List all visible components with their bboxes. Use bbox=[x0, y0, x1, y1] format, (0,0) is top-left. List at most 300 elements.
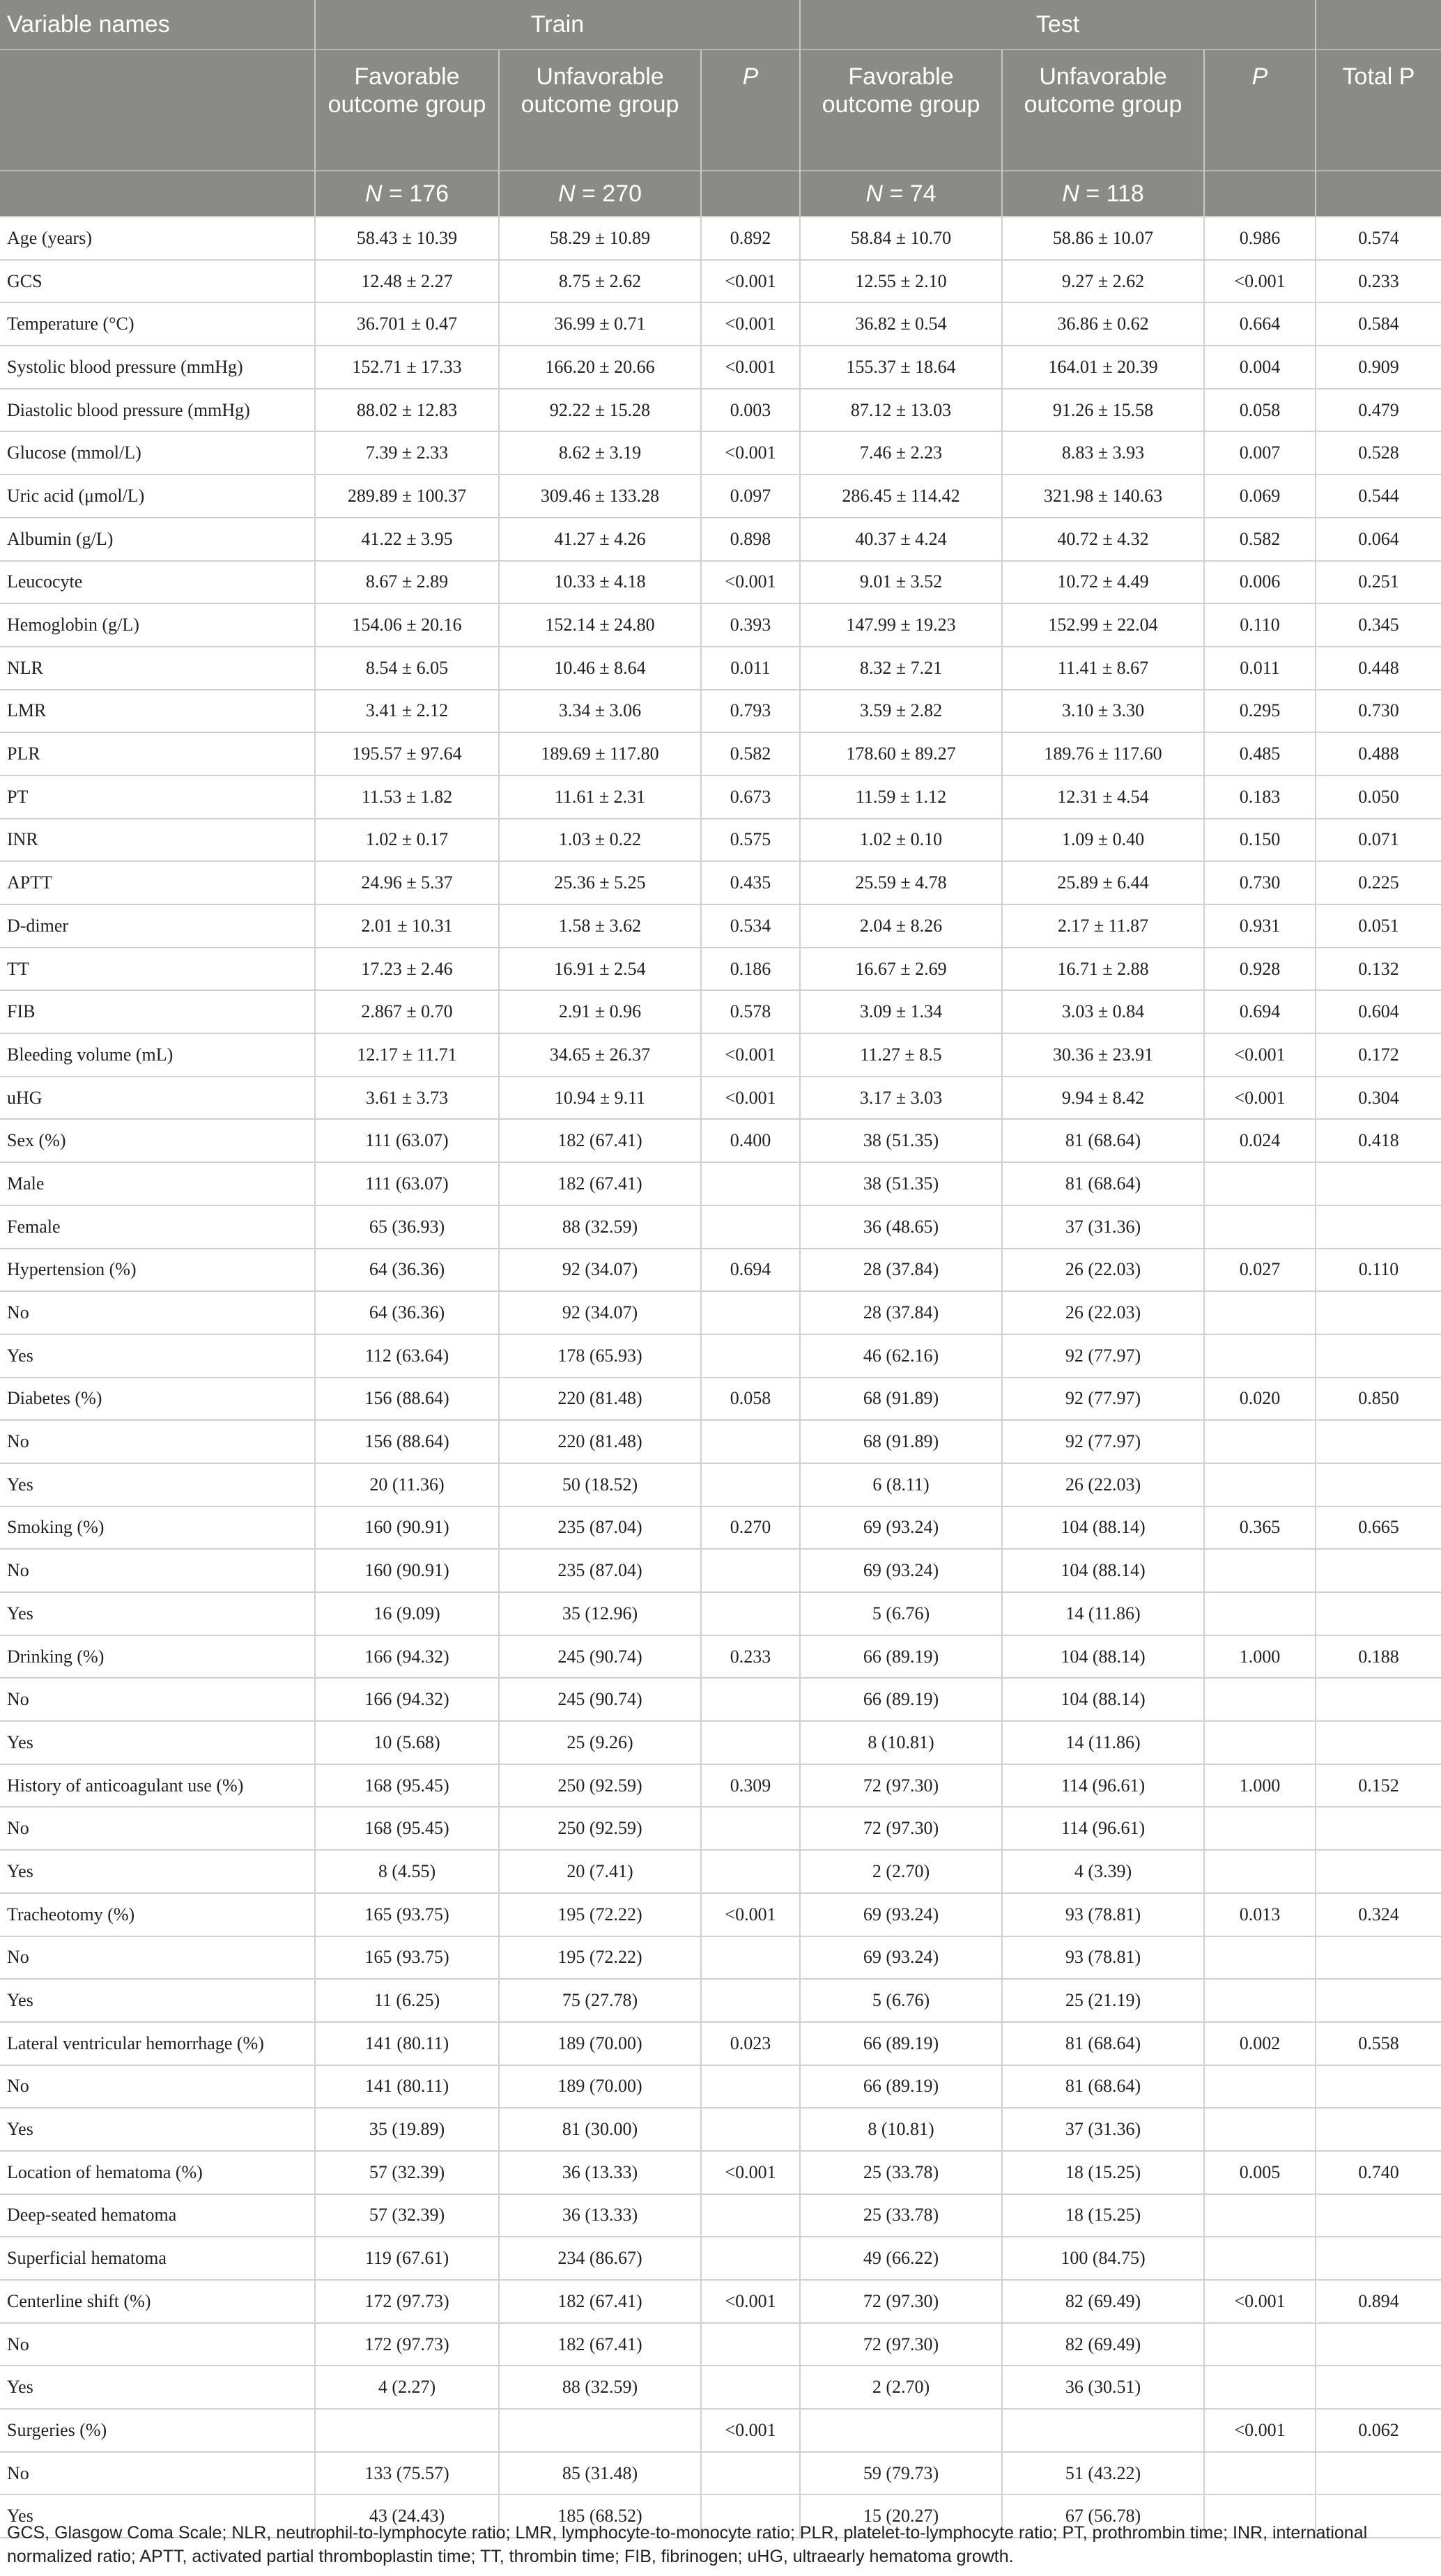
table-row bbox=[0, 904, 1441, 948]
cell-train-p: 0.233 bbox=[701, 1635, 800, 1679]
cell-test-favorable: 66 (89.19) bbox=[800, 2022, 1002, 2065]
cell-variable-name: No bbox=[0, 1291, 315, 1334]
cell-test-favorable: 87.12 ± 13.03 bbox=[800, 389, 1002, 432]
table-row bbox=[0, 990, 1441, 1033]
cell-test-unfavorable: 10.72 ± 4.49 bbox=[1002, 561, 1204, 604]
n-value: = 74 bbox=[889, 180, 937, 207]
cell-train-p bbox=[701, 1850, 800, 1893]
cell-variable-name: Tracheotomy (%) bbox=[0, 1893, 315, 1936]
cell-train-favorable: 1.02 ± 0.17 bbox=[315, 819, 499, 862]
cell-test-unfavorable: 2.17 ± 11.87 bbox=[1002, 904, 1204, 948]
header-test-favorable: Favorable outcome group bbox=[800, 49, 1002, 171]
cell-train-unfavorable: 81 (30.00) bbox=[499, 2108, 701, 2151]
cell-test-unfavorable: 9.27 ± 2.62 bbox=[1002, 260, 1204, 303]
cell-test-p: <0.001 bbox=[1204, 2280, 1316, 2323]
cell-test-p: 0.664 bbox=[1204, 302, 1316, 346]
cell-total-p bbox=[1316, 2323, 1441, 2366]
cell-train-unfavorable: 35 (12.96) bbox=[499, 1592, 701, 1635]
cell-train-favorable: 24.96 ± 5.37 bbox=[315, 861, 499, 904]
table-row bbox=[0, 1635, 1441, 1679]
cell-total-p: 0.062 bbox=[1316, 2409, 1441, 2452]
cell-test-unfavorable: 152.99 ± 22.04 bbox=[1002, 603, 1204, 647]
cell-test-unfavorable: 104 (88.14) bbox=[1002, 1549, 1204, 1592]
cell-train-unfavorable: 88 (32.59) bbox=[499, 2366, 701, 2409]
cell-train-p: 0.309 bbox=[701, 1764, 800, 1807]
cell-test-favorable: 8 (10.81) bbox=[800, 1721, 1002, 1764]
cell-test-unfavorable: 26 (22.03) bbox=[1002, 1291, 1204, 1334]
cell-train-unfavorable: 250 (92.59) bbox=[499, 1764, 701, 1807]
cell-train-unfavorable bbox=[499, 2409, 701, 2452]
cell-total-p: 0.850 bbox=[1316, 1378, 1441, 1421]
cell-test-p: 0.365 bbox=[1204, 1506, 1316, 1550]
cell-train-favorable: 166 (94.32) bbox=[315, 1678, 499, 1721]
cell-train-p bbox=[701, 1936, 800, 1980]
table-row bbox=[0, 217, 1441, 260]
table-row bbox=[0, 861, 1441, 904]
cell-train-unfavorable: 25 (9.26) bbox=[499, 1721, 701, 1764]
cell-test-p bbox=[1204, 1463, 1316, 1506]
cell-train-p bbox=[701, 2194, 800, 2237]
header-test-fav-n bbox=[800, 171, 1002, 217]
cell-total-p: 0.740 bbox=[1316, 2151, 1441, 2194]
n-symbol: N bbox=[364, 180, 383, 207]
cell-total-p bbox=[1316, 1979, 1441, 2022]
cell-train-p: 0.793 bbox=[701, 690, 800, 733]
cell-variable-name: LMR bbox=[0, 690, 315, 733]
cell-variable-name: Yes bbox=[0, 1592, 315, 1635]
table-row bbox=[0, 2366, 1441, 2409]
cell-test-favorable: 28 (37.84) bbox=[800, 1291, 1002, 1334]
cell-train-favorable: 152.71 ± 17.33 bbox=[315, 346, 499, 389]
cell-variable-name: No bbox=[0, 2065, 315, 2108]
cell-test-favorable: 66 (89.19) bbox=[800, 2065, 1002, 2108]
cell-test-p: 0.024 bbox=[1204, 1119, 1316, 1162]
cell-test-p: 0.058 bbox=[1204, 389, 1316, 432]
table-row bbox=[0, 2065, 1441, 2108]
cell-test-unfavorable: 81 (68.64) bbox=[1002, 1162, 1204, 1205]
cell-total-p: 0.304 bbox=[1316, 1077, 1441, 1120]
cell-variable-name: PT bbox=[0, 776, 315, 819]
cell-variable-name: No bbox=[0, 1807, 315, 1850]
cell-test-favorable: 8 (10.81) bbox=[800, 2108, 1002, 2151]
cell-train-favorable: 165 (93.75) bbox=[315, 1936, 499, 1980]
cell-test-p: 0.150 bbox=[1204, 819, 1316, 862]
cell-variable-name: No bbox=[0, 1678, 315, 1721]
cell-train-unfavorable: 92.22 ± 15.28 bbox=[499, 389, 701, 432]
cell-test-p: 0.694 bbox=[1204, 990, 1316, 1033]
cell-test-p: 0.295 bbox=[1204, 690, 1316, 733]
cell-variable-name: No bbox=[0, 2452, 315, 2495]
cell-test-p bbox=[1204, 1807, 1316, 1850]
cell-test-p: 0.931 bbox=[1204, 904, 1316, 948]
cell-test-favorable: 2 (2.70) bbox=[800, 1850, 1002, 1893]
cell-total-p: 0.172 bbox=[1316, 1033, 1441, 1077]
table-row bbox=[0, 1592, 1441, 1635]
cell-test-p bbox=[1204, 1420, 1316, 1463]
cell-variable-name: Male bbox=[0, 1162, 315, 1205]
cell-total-p: 0.418 bbox=[1316, 1119, 1441, 1162]
cell-total-p: 0.345 bbox=[1316, 603, 1441, 647]
cell-test-p: 0.027 bbox=[1204, 1249, 1316, 1292]
cell-variable-name: APTT bbox=[0, 861, 315, 904]
cell-test-unfavorable: 93 (78.81) bbox=[1002, 1893, 1204, 1936]
cell-train-unfavorable: 250 (92.59) bbox=[499, 1807, 701, 1850]
cell-test-p: 1.000 bbox=[1204, 1635, 1316, 1679]
cell-test-unfavorable: 93 (78.81) bbox=[1002, 1936, 1204, 1980]
cell-variable-name: TT bbox=[0, 948, 315, 991]
cell-train-unfavorable: 10.94 ± 9.11 bbox=[499, 1077, 701, 1120]
cell-train-p: <0.001 bbox=[701, 2151, 800, 2194]
cell-train-unfavorable: 8.75 ± 2.62 bbox=[499, 260, 701, 303]
cell-train-unfavorable: 10.33 ± 4.18 bbox=[499, 561, 701, 604]
cell-train-p: 0.186 bbox=[701, 948, 800, 991]
cell-train-favorable: 8.54 ± 6.05 bbox=[315, 647, 499, 690]
cell-test-unfavorable: 100 (84.75) bbox=[1002, 2237, 1204, 2280]
cell-train-favorable: 8 (4.55) bbox=[315, 1850, 499, 1893]
cell-test-favorable: 8.32 ± 7.21 bbox=[800, 647, 1002, 690]
cell-train-unfavorable: 220 (81.48) bbox=[499, 1420, 701, 1463]
cell-variable-name: Smoking (%) bbox=[0, 1506, 315, 1550]
table-row bbox=[0, 2194, 1441, 2237]
cell-test-favorable: 40.37 ± 4.24 bbox=[800, 518, 1002, 561]
cell-test-p bbox=[1204, 2237, 1316, 2280]
cell-train-p: <0.001 bbox=[701, 302, 800, 346]
table-row bbox=[0, 1205, 1441, 1249]
cell-variable-name: Sex (%) bbox=[0, 1119, 315, 1162]
cell-train-unfavorable: 88 (32.59) bbox=[499, 1205, 701, 1249]
table-row bbox=[0, 1249, 1441, 1292]
header-train-favorable: Favorable outcome group bbox=[315, 49, 499, 171]
cell-test-favorable: 155.37 ± 18.64 bbox=[800, 346, 1002, 389]
cell-train-favorable: 12.48 ± 2.27 bbox=[315, 260, 499, 303]
cell-train-favorable: 172 (97.73) bbox=[315, 2280, 499, 2323]
cell-train-unfavorable: 92 (34.07) bbox=[499, 1291, 701, 1334]
cell-variable-name: Hemoglobin (g/L) bbox=[0, 603, 315, 647]
cell-total-p bbox=[1316, 1936, 1441, 1980]
cell-train-unfavorable: 41.27 ± 4.26 bbox=[499, 518, 701, 561]
table-row bbox=[0, 1077, 1441, 1120]
cell-test-p: 0.986 bbox=[1204, 217, 1316, 260]
cell-test-p: 0.730 bbox=[1204, 861, 1316, 904]
cell-test-favorable: 178.60 ± 89.27 bbox=[800, 732, 1002, 776]
cell-train-favorable: 64 (36.36) bbox=[315, 1291, 499, 1334]
cell-train-p: 0.435 bbox=[701, 861, 800, 904]
cell-train-unfavorable: 58.29 ± 10.89 bbox=[499, 217, 701, 260]
cell-variable-name: Centerline shift (%) bbox=[0, 2280, 315, 2323]
cell-train-favorable: 11.53 ± 1.82 bbox=[315, 776, 499, 819]
header-test-unfavorable: Unfavorable outcome group bbox=[1002, 49, 1204, 171]
cell-test-p bbox=[1204, 1291, 1316, 1334]
cell-train-p bbox=[701, 1334, 800, 1378]
cell-train-favorable: 4 (2.27) bbox=[315, 2366, 499, 2409]
n-symbol: N bbox=[865, 180, 883, 207]
cell-test-p bbox=[1204, 2065, 1316, 2108]
cell-train-p: 0.575 bbox=[701, 819, 800, 862]
table-row bbox=[0, 389, 1441, 432]
cell-train-favorable: 156 (88.64) bbox=[315, 1420, 499, 1463]
cell-train-favorable: 11 (6.25) bbox=[315, 1979, 499, 2022]
table-row bbox=[0, 1678, 1441, 1721]
cell-train-unfavorable: 92 (34.07) bbox=[499, 1249, 701, 1292]
cell-test-unfavorable: 36.86 ± 0.62 bbox=[1002, 302, 1204, 346]
table-row bbox=[0, 647, 1441, 690]
cell-train-favorable: 8.67 ± 2.89 bbox=[315, 561, 499, 604]
cell-train-unfavorable: 189.69 ± 117.80 bbox=[499, 732, 701, 776]
table-row bbox=[0, 2237, 1441, 2280]
cell-variable-name: Yes bbox=[0, 1334, 315, 1378]
cell-test-p bbox=[1204, 1936, 1316, 1980]
cell-train-p: <0.001 bbox=[701, 2280, 800, 2323]
cell-train-unfavorable: 195 (72.22) bbox=[499, 1893, 701, 1936]
header-variable-names: Variable names bbox=[0, 0, 315, 49]
cell-train-p bbox=[701, 1807, 800, 1850]
cell-test-favorable: 286.45 ± 114.42 bbox=[800, 475, 1002, 518]
cell-train-favorable: 20 (11.36) bbox=[315, 1463, 499, 1506]
cell-train-p: 0.097 bbox=[701, 475, 800, 518]
n-value: = 270 bbox=[581, 180, 642, 207]
table-row bbox=[0, 1420, 1441, 1463]
cell-variable-name: Location of hematoma (%) bbox=[0, 2151, 315, 2194]
cell-train-p bbox=[701, 1979, 800, 2022]
cell-total-p bbox=[1316, 1807, 1441, 1850]
cell-variable-name: Deep-seated hematoma bbox=[0, 2194, 315, 2237]
cell-train-favorable: 112 (63.64) bbox=[315, 1334, 499, 1378]
cell-train-unfavorable: 36 (13.33) bbox=[499, 2151, 701, 2194]
header-empty bbox=[1316, 171, 1441, 217]
cell-train-unfavorable: 182 (67.41) bbox=[499, 1119, 701, 1162]
cell-variable-name: Albumin (g/L) bbox=[0, 518, 315, 561]
cell-test-favorable: 58.84 ± 10.70 bbox=[800, 217, 1002, 260]
cell-total-p: 0.071 bbox=[1316, 819, 1441, 862]
cell-train-p: <0.001 bbox=[701, 346, 800, 389]
cell-test-favorable: 5 (6.76) bbox=[800, 1979, 1002, 2022]
header-test-unfav-n bbox=[1002, 171, 1204, 217]
cell-train-p bbox=[701, 1721, 800, 1764]
cell-train-unfavorable: 245 (90.74) bbox=[499, 1678, 701, 1721]
cell-test-unfavorable: 8.83 ± 3.93 bbox=[1002, 431, 1204, 475]
table-row bbox=[0, 1162, 1441, 1205]
cell-variable-name: Leucocyte bbox=[0, 561, 315, 604]
cell-test-favorable: 6 (8.11) bbox=[800, 1463, 1002, 1506]
cell-test-p bbox=[1204, 1162, 1316, 1205]
header-test: Test bbox=[800, 0, 1316, 49]
cell-train-favorable: 65 (36.93) bbox=[315, 1205, 499, 1249]
cell-train-p: 0.694 bbox=[701, 1249, 800, 1292]
table-row bbox=[0, 948, 1441, 991]
cell-variable-name: INR bbox=[0, 819, 315, 862]
table-row bbox=[0, 1721, 1441, 1764]
table-row bbox=[0, 475, 1441, 518]
table-row bbox=[0, 2409, 1441, 2452]
cell-test-p: 0.002 bbox=[1204, 2022, 1316, 2065]
n-symbol: N bbox=[1062, 180, 1079, 207]
cell-test-favorable: 3.17 ± 3.03 bbox=[800, 1077, 1002, 1120]
table-row bbox=[0, 732, 1441, 776]
cell-total-p: 0.528 bbox=[1316, 431, 1441, 475]
cell-train-unfavorable: 10.46 ± 8.64 bbox=[499, 647, 701, 690]
cell-train-favorable: 119 (67.61) bbox=[315, 2237, 499, 2280]
cell-train-favorable: 35 (19.89) bbox=[315, 2108, 499, 2151]
cell-test-favorable: 72 (97.30) bbox=[800, 2280, 1002, 2323]
cell-test-favorable: 9.01 ± 3.52 bbox=[800, 561, 1002, 604]
p-symbol: P bbox=[742, 63, 759, 90]
cell-test-p: 0.183 bbox=[1204, 776, 1316, 819]
cell-variable-name: Yes bbox=[0, 1979, 315, 2022]
cell-train-unfavorable: 36 (13.33) bbox=[499, 2194, 701, 2237]
cell-train-favorable: 43 (24.43) bbox=[315, 2494, 499, 2538]
header-empty bbox=[0, 171, 315, 217]
cell-variable-name: Bleeding volume (mL) bbox=[0, 1033, 315, 1077]
cell-test-favorable: 15 (20.27) bbox=[800, 2494, 1002, 2538]
cell-test-p: 0.110 bbox=[1204, 603, 1316, 647]
cell-test-favorable: 72 (97.30) bbox=[800, 1764, 1002, 1807]
cell-variable-name: Surgeries (%) bbox=[0, 2409, 315, 2452]
cell-test-favorable: 2.04 ± 8.26 bbox=[800, 904, 1002, 948]
cell-train-p: 0.023 bbox=[701, 2022, 800, 2065]
cell-test-p: 0.928 bbox=[1204, 948, 1316, 991]
cell-train-p bbox=[701, 2237, 800, 2280]
cell-test-p bbox=[1204, 1549, 1316, 1592]
cell-train-favorable bbox=[315, 2409, 499, 2452]
cell-train-favorable: 156 (88.64) bbox=[315, 1378, 499, 1421]
cell-total-p bbox=[1316, 1592, 1441, 1635]
cell-train-p bbox=[701, 1678, 800, 1721]
cell-test-unfavorable: 114 (96.61) bbox=[1002, 1764, 1204, 1807]
cell-test-favorable: 38 (51.35) bbox=[800, 1119, 1002, 1162]
cell-train-unfavorable: 235 (87.04) bbox=[499, 1549, 701, 1592]
table-row bbox=[0, 302, 1441, 346]
cell-variable-name: Yes bbox=[0, 2494, 315, 2538]
cell-train-p: <0.001 bbox=[701, 2409, 800, 2452]
cell-train-favorable: 166 (94.32) bbox=[315, 1635, 499, 1679]
cell-total-p: 0.188 bbox=[1316, 1635, 1441, 1679]
table-row bbox=[0, 1979, 1441, 2022]
cell-variable-name: Systolic blood pressure (mmHg) bbox=[0, 346, 315, 389]
cell-test-unfavorable: 91.26 ± 15.58 bbox=[1002, 389, 1204, 432]
cell-total-p bbox=[1316, 1678, 1441, 1721]
cell-train-favorable: 160 (90.91) bbox=[315, 1506, 499, 1550]
cell-test-favorable: 68 (91.89) bbox=[800, 1420, 1002, 1463]
cell-train-favorable: 195.57 ± 97.64 bbox=[315, 732, 499, 776]
cell-train-favorable: 7.39 ± 2.33 bbox=[315, 431, 499, 475]
cell-test-unfavorable: 37 (31.36) bbox=[1002, 2108, 1204, 2151]
header-train-unfav-n bbox=[499, 171, 701, 217]
cell-train-unfavorable: 8.62 ± 3.19 bbox=[499, 431, 701, 475]
cell-variable-name: D-dimer bbox=[0, 904, 315, 948]
cell-test-favorable: 1.02 ± 0.10 bbox=[800, 819, 1002, 862]
cell-train-favorable: 2.867 ± 0.70 bbox=[315, 990, 499, 1033]
cell-test-unfavorable: 26 (22.03) bbox=[1002, 1463, 1204, 1506]
cell-total-p bbox=[1316, 2237, 1441, 2280]
cell-test-unfavorable bbox=[1002, 2409, 1204, 2452]
cell-total-p: 0.909 bbox=[1316, 346, 1441, 389]
cell-test-p: <0.001 bbox=[1204, 1077, 1316, 1120]
table-row bbox=[0, 346, 1441, 389]
cell-total-p: 0.488 bbox=[1316, 732, 1441, 776]
cell-train-p: 0.578 bbox=[701, 990, 800, 1033]
cell-variable-name: No bbox=[0, 1420, 315, 1463]
cell-test-favorable: 25 (33.78) bbox=[800, 2194, 1002, 2237]
cell-test-unfavorable: 104 (88.14) bbox=[1002, 1635, 1204, 1679]
table-footnote: GCS, Glasgow Coma Scale; NLR, neutrophil-to-lymphocyte ratio; LMR, lymphocyte-to-monocyte ratio; PLR, platelet-to-lymphocyte ratio; PT, prothrombin time; INR, international normalized ratio; APTT, activated partial thromboplastin time; TT, thrombin time; FIB, fibrinogen; uHG, ultraearly hematoma growth. bbox=[7, 2523, 1368, 2566]
cell-test-unfavorable: 37 (31.36) bbox=[1002, 1205, 1204, 1249]
cell-test-unfavorable: 25 (21.19) bbox=[1002, 1979, 1204, 2022]
cell-variable-name: Diastolic blood pressure (mmHg) bbox=[0, 389, 315, 432]
cell-train-favorable: 2.01 ± 10.31 bbox=[315, 904, 499, 948]
cell-total-p: 0.479 bbox=[1316, 389, 1441, 432]
cell-test-p: <0.001 bbox=[1204, 1033, 1316, 1077]
header-train-unfavorable: Unfavorable outcome group bbox=[499, 49, 701, 171]
cell-train-unfavorable: 152.14 ± 24.80 bbox=[499, 603, 701, 647]
cell-test-p: 0.005 bbox=[1204, 2151, 1316, 2194]
table-row bbox=[0, 2151, 1441, 2194]
cell-train-unfavorable: 234 (86.67) bbox=[499, 2237, 701, 2280]
cell-total-p: 0.251 bbox=[1316, 561, 1441, 604]
cell-total-p: 0.894 bbox=[1316, 2280, 1441, 2323]
cell-total-p bbox=[1316, 2366, 1441, 2409]
cell-train-p: 0.673 bbox=[701, 776, 800, 819]
cell-test-unfavorable: 81 (68.64) bbox=[1002, 1119, 1204, 1162]
table-row bbox=[0, 1807, 1441, 1850]
cell-total-p: 0.225 bbox=[1316, 861, 1441, 904]
cell-train-favorable: 10 (5.68) bbox=[315, 1721, 499, 1764]
cell-variable-name: Drinking (%) bbox=[0, 1635, 315, 1679]
cell-train-unfavorable: 182 (67.41) bbox=[499, 2323, 701, 2366]
cell-train-unfavorable: 189 (70.00) bbox=[499, 2065, 701, 2108]
cell-test-unfavorable: 26 (22.03) bbox=[1002, 1249, 1204, 1292]
cell-train-favorable: 168 (95.45) bbox=[315, 1764, 499, 1807]
cell-test-unfavorable: 3.10 ± 3.30 bbox=[1002, 690, 1204, 733]
cell-train-p: <0.001 bbox=[701, 1893, 800, 1936]
table-row bbox=[0, 2022, 1441, 2065]
cell-train-p bbox=[701, 2065, 800, 2108]
cell-test-p: 0.020 bbox=[1204, 1378, 1316, 1421]
header-empty bbox=[701, 171, 800, 217]
cell-test-favorable: 147.99 ± 19.23 bbox=[800, 603, 1002, 647]
table-row bbox=[0, 1291, 1441, 1334]
cell-test-unfavorable: 92 (77.97) bbox=[1002, 1334, 1204, 1378]
cell-test-unfavorable: 4 (3.39) bbox=[1002, 1850, 1204, 1893]
cell-test-unfavorable: 11.41 ± 8.67 bbox=[1002, 647, 1204, 690]
table-row bbox=[0, 1893, 1441, 1936]
cell-train-unfavorable: 85 (31.48) bbox=[499, 2452, 701, 2495]
cell-test-unfavorable: 18 (15.25) bbox=[1002, 2151, 1204, 2194]
cell-train-p bbox=[701, 1205, 800, 1249]
cell-train-unfavorable: 195 (72.22) bbox=[499, 1936, 701, 1980]
cell-test-unfavorable: 321.98 ± 140.63 bbox=[1002, 475, 1204, 518]
table-row bbox=[0, 2108, 1441, 2151]
cell-train-favorable: 133 (75.57) bbox=[315, 2452, 499, 2495]
table-row bbox=[0, 1936, 1441, 1980]
cell-variable-name: No bbox=[0, 1936, 315, 1980]
cell-variable-name: GCS bbox=[0, 260, 315, 303]
cell-train-p bbox=[701, 1592, 800, 1635]
cell-variable-name: Lateral ventricular hemorrhage (%) bbox=[0, 2022, 315, 2065]
cell-total-p: 0.050 bbox=[1316, 776, 1441, 819]
cell-test-unfavorable: 92 (77.97) bbox=[1002, 1420, 1204, 1463]
cell-train-unfavorable: 166.20 ± 20.66 bbox=[499, 346, 701, 389]
table-body bbox=[0, 217, 1441, 2538]
cell-total-p: 0.604 bbox=[1316, 990, 1441, 1033]
cell-train-p: <0.001 bbox=[701, 561, 800, 604]
cell-train-p: 0.058 bbox=[701, 1378, 800, 1421]
header-test-p bbox=[1204, 49, 1316, 171]
cell-test-unfavorable: 36 (30.51) bbox=[1002, 2366, 1204, 2409]
cell-test-unfavorable: 14 (11.86) bbox=[1002, 1592, 1204, 1635]
cell-train-p bbox=[701, 1549, 800, 1592]
table-header bbox=[0, 0, 1441, 217]
cell-train-favorable: 111 (63.07) bbox=[315, 1162, 499, 1205]
